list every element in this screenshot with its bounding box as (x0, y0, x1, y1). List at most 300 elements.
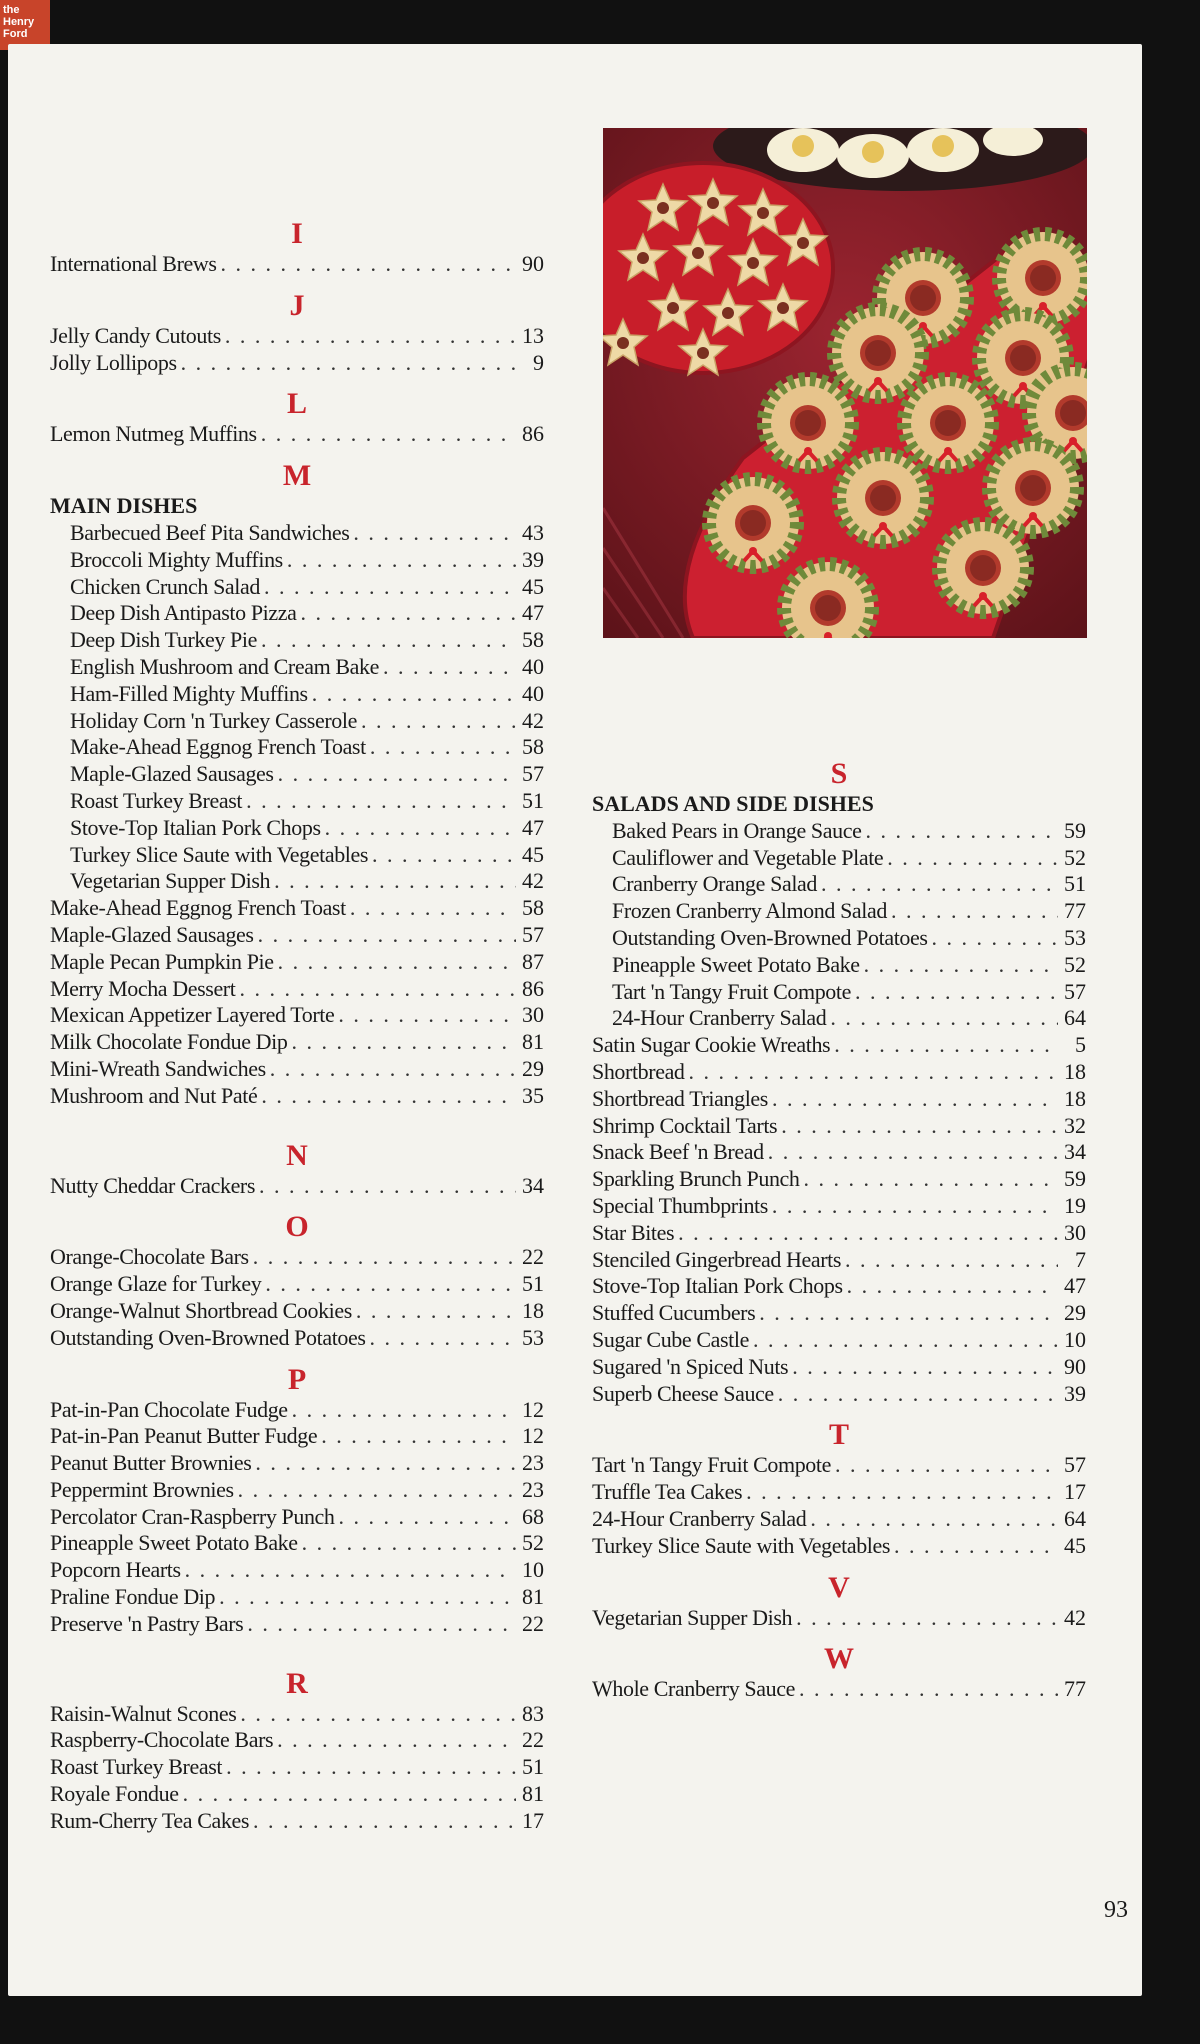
index-entry (592, 1327, 1086, 1354)
entry-page-number: 9 (533, 349, 544, 375)
entry-page-number: 52 (1064, 844, 1086, 870)
entry-page-number: 86 (522, 421, 544, 447)
entry-title: Whole Cranberry Sauce (592, 1676, 795, 1702)
entry-page-number: 40 (522, 653, 544, 679)
entry-title: Snack Beef 'n Bread (592, 1139, 764, 1165)
index-entry (50, 1504, 544, 1531)
entry-page-number: 42 (522, 868, 544, 894)
dot-leader (855, 979, 1058, 1006)
index-letter-s: S (830, 757, 848, 790)
entry-title: Orange-Walnut Shortbread Cookies (50, 1297, 352, 1323)
entry-page-number: 22 (522, 1610, 544, 1636)
entry-title: Truffle Tea Cakes (592, 1479, 743, 1505)
entry-page-number: 51 (1064, 871, 1086, 897)
entry-page-number: 42 (1064, 1604, 1086, 1630)
entry-page-number: 87 (522, 948, 544, 974)
entry-page-number: 58 (522, 627, 544, 653)
entry-page-number: 19 (1064, 1192, 1086, 1218)
entry-title: Merry Mocha Dessert (50, 975, 236, 1001)
page-number: 93 (1104, 1897, 1128, 1923)
entry-title: Roast Turkey Breast (70, 787, 243, 813)
dot-leader (287, 547, 516, 574)
entry-page-number: 59 (1064, 817, 1086, 843)
entry-title: English Mushroom and Cream Bake (70, 653, 379, 679)
entry-title: Maple-Glazed Sausages (70, 761, 274, 787)
entry-title: Outstanding Oven-Browned Potatoes (612, 924, 928, 950)
index-subentry (50, 842, 544, 869)
entry-page-number: 57 (522, 921, 544, 947)
entry-page-number: 86 (522, 975, 544, 1001)
dot-leader (350, 895, 516, 922)
dot-leader (277, 1727, 516, 1754)
dot-leader (278, 761, 516, 788)
entry-title: Mushroom and Nut Paté (50, 1082, 258, 1108)
entry-page-number: 58 (522, 734, 544, 760)
entry-title: Shortbread (592, 1058, 685, 1084)
entry-page-number: 7 (1075, 1246, 1086, 1272)
entry-title: Rum-Cherry Tea Cakes (50, 1807, 250, 1833)
index-subentry (592, 1005, 1086, 1032)
dot-leader (312, 681, 516, 708)
entry-page-number: 42 (522, 707, 544, 733)
index-entry (592, 1300, 1086, 1327)
entry-page-number: 10 (522, 1557, 544, 1583)
dot-leader (932, 925, 1058, 952)
entry-page-number: 34 (522, 1172, 544, 1198)
dot-leader (370, 1325, 516, 1352)
entry-page-number: 45 (522, 573, 544, 599)
entry-title: Milk Chocolate Fondue Dip (50, 1029, 288, 1055)
entry-title: 24-Hour Cranberry Salad (612, 1005, 827, 1031)
entry-page-number: 53 (522, 1324, 544, 1350)
entry-title: Make-Ahead Eggnog French Toast (70, 734, 366, 760)
index-entry (592, 1032, 1086, 1059)
index-entry (592, 1479, 1086, 1506)
entry-page-number: 23 (522, 1476, 544, 1502)
dot-leader (253, 1244, 516, 1271)
entry-page-number: 29 (1064, 1300, 1086, 1326)
index-entry (50, 251, 544, 278)
dot-leader (255, 1450, 516, 1477)
dot-leader (247, 1611, 516, 1638)
entry-title: Stuffed Cucumbers (592, 1300, 756, 1326)
index-entry (592, 1086, 1086, 1113)
entry-page-number: 83 (522, 1700, 544, 1726)
index-subentry (592, 979, 1086, 1006)
entry-title: Baked Pears in Orange Sauce (612, 817, 862, 843)
index-entry (50, 1244, 544, 1271)
entry-title: Pineapple Sweet Potato Bake (50, 1530, 298, 1556)
index-entry (50, 1173, 544, 1200)
entry-page-number: 5 (1075, 1032, 1086, 1058)
index-entry (50, 895, 544, 922)
entry-page-number: 90 (1064, 1353, 1086, 1379)
index-letter-o: O (285, 1210, 309, 1244)
dot-leader (799, 1676, 1058, 1703)
entry-page-number: 45 (1064, 1532, 1086, 1558)
entry-page-number: 18 (1064, 1058, 1086, 1084)
entry-title: 24-Hour Cranberry Salad (592, 1505, 807, 1531)
entry-title: Sugar Cube Castle (592, 1326, 749, 1352)
dot-leader (810, 1506, 1058, 1533)
entry-title: Cauliflower and Vegetable Plate (612, 844, 884, 870)
dot-leader (321, 1423, 516, 1450)
entry-page-number: 10 (1064, 1326, 1086, 1352)
entry-page-number: 81 (522, 1029, 544, 1055)
entry-page-number: 64 (1064, 1505, 1086, 1531)
logo-line-2: Henry (3, 16, 35, 28)
index-entry (50, 323, 544, 350)
dot-leader (219, 1584, 516, 1611)
index-letter-v: V (828, 1570, 850, 1604)
dot-leader (258, 922, 516, 949)
dot-leader (759, 1300, 1058, 1327)
index-subentry (592, 925, 1086, 952)
dot-leader (261, 627, 516, 654)
index-entry (50, 1271, 544, 1298)
index-entry (50, 1298, 544, 1325)
entry-title: Make-Ahead Eggnog French Toast (50, 895, 346, 921)
index-subentry (592, 818, 1086, 845)
index-entry (50, 1397, 544, 1424)
dot-leader (772, 1193, 1058, 1220)
entry-title: Orange Glaze for Turkey (50, 1271, 262, 1297)
entry-page-number: 51 (522, 787, 544, 813)
index-letter-l: L (286, 387, 307, 421)
entry-title: Preserve 'n Pastry Bars (50, 1610, 244, 1636)
dot-leader (887, 845, 1058, 872)
index-entry (592, 1354, 1086, 1381)
entry-title: Vegetarian Supper Dish (70, 868, 271, 894)
index-letter-t: T (828, 1418, 849, 1452)
index-subentry (50, 627, 544, 654)
entry-page-number: 39 (522, 546, 544, 572)
index-entry (50, 1056, 544, 1083)
dot-leader (240, 1701, 516, 1728)
entry-title: Star Bites (592, 1219, 675, 1245)
dot-leader (181, 350, 516, 377)
entry-title: Outstanding Oven-Browned Potatoes (50, 1324, 366, 1350)
logo-line-1: the (3, 4, 20, 16)
dot-leader (768, 1139, 1058, 1166)
index-entry (592, 1113, 1086, 1140)
entry-title: Special Thumbprints (592, 1192, 768, 1218)
entry-page-number: 57 (1064, 1452, 1086, 1478)
dot-leader (291, 1029, 516, 1056)
dot-leader (253, 1808, 516, 1835)
entry-page-number: 29 (522, 1055, 544, 1081)
dot-leader (239, 976, 516, 1003)
entry-title: International Brews (50, 251, 217, 276)
entry-title: Tart 'n Tangy Fruit Compote (592, 1452, 831, 1478)
entry-title: Pineapple Sweet Potato Bake (612, 951, 860, 977)
index-entry (592, 1193, 1086, 1220)
dot-leader (746, 1479, 1058, 1506)
dot-leader (225, 323, 516, 350)
entry-title: Sugared 'n Spiced Nuts (592, 1353, 789, 1379)
index-subentry (592, 898, 1086, 925)
entry-title: Ham-Filled Mighty Muffins (70, 680, 308, 706)
dot-leader (796, 1605, 1058, 1632)
dot-leader (246, 788, 516, 815)
index-entry (50, 1754, 544, 1781)
index-subentry (592, 952, 1086, 979)
dot-leader (274, 868, 516, 895)
index-entry (50, 976, 544, 1003)
entry-page-number: 81 (522, 1584, 544, 1610)
entry-title: Maple Pecan Pumpkin Pie (50, 948, 274, 974)
entry-page-number: 17 (522, 1807, 544, 1833)
index-subentry (50, 600, 544, 627)
index-entry (592, 1533, 1086, 1560)
entry-page-number: 22 (522, 1727, 544, 1753)
entry-page-number: 57 (522, 761, 544, 787)
index-subentry (592, 871, 1086, 898)
dot-leader (821, 871, 1058, 898)
entry-page-number: 13 (522, 322, 544, 348)
entry-page-number: 68 (522, 1503, 544, 1529)
entry-title: Broccoli Mighty Muffins (70, 546, 283, 572)
index-entry (50, 1002, 544, 1029)
index-entry (592, 1059, 1086, 1086)
entry-page-number: 23 (522, 1450, 544, 1476)
entry-page-number: 39 (1064, 1380, 1086, 1406)
entry-title: Superb Cheese Sauce (592, 1380, 774, 1406)
dot-leader (300, 600, 516, 627)
index-category-heading: SALADS AND SIDE DISHES (592, 791, 874, 816)
dot-leader (265, 1271, 516, 1298)
entry-title: Royale Fondue (50, 1781, 179, 1807)
index-subentry (50, 708, 544, 735)
index-entry (50, 922, 544, 949)
entry-title: Deep Dish Antipasto Pizza (70, 600, 297, 626)
index-entry (592, 1139, 1086, 1166)
dot-leader (226, 1754, 516, 1781)
dot-leader (185, 1557, 516, 1584)
index-letter-n: N (286, 1138, 308, 1172)
dot-leader (353, 520, 516, 547)
dot-leader (278, 949, 516, 976)
dot-leader (259, 1173, 516, 1200)
dot-leader (183, 1781, 516, 1808)
entry-page-number: 90 (522, 251, 544, 276)
entry-title: Lemon Nutmeg Muffins (50, 421, 257, 447)
entry-title: Deep Dish Turkey Pie (70, 627, 257, 653)
index-entry (592, 1676, 1086, 1703)
index-entry (50, 1423, 544, 1450)
dot-leader (338, 1002, 516, 1029)
entry-page-number: 81 (522, 1781, 544, 1807)
index-subentry (50, 788, 544, 815)
dot-leader (689, 1059, 1058, 1086)
dot-leader (292, 1397, 516, 1424)
entry-page-number: 52 (1064, 951, 1086, 977)
entry-title: Stenciled Gingerbread Hearts (592, 1246, 842, 1272)
index-entry (50, 1325, 544, 1352)
entry-page-number: 77 (1064, 1676, 1086, 1702)
index-entry (592, 1220, 1086, 1247)
entry-title: Vegetarian Supper Dish (592, 1604, 793, 1630)
dot-leader (792, 1354, 1058, 1381)
dot-leader (356, 1298, 516, 1325)
logo-line-3: Ford (3, 28, 28, 40)
entry-page-number: 12 (522, 1423, 544, 1449)
entry-page-number: 58 (522, 895, 544, 921)
dot-leader (830, 1005, 1058, 1032)
entry-title: Satin Sugar Cookie Wreaths (592, 1032, 831, 1058)
index-entry (50, 1727, 544, 1754)
dot-leader (370, 734, 516, 761)
entry-page-number: 51 (522, 1271, 544, 1297)
entry-title: Shortbread Triangles (592, 1085, 768, 1111)
dot-leader (361, 708, 516, 735)
entry-title: Tart 'n Tangy Fruit Compote (612, 978, 851, 1004)
index-spacer (50, 1110, 544, 1128)
index-subentry (592, 845, 1086, 872)
index-entry (592, 1247, 1086, 1274)
entry-title: Stove-Top Italian Pork Chops (70, 814, 321, 840)
index-spacer (50, 1638, 544, 1656)
index-entry (50, 1477, 544, 1504)
index-subentry (50, 681, 544, 708)
entry-title: Stove-Top Italian Pork Chops (592, 1273, 843, 1299)
henry-ford-logo (0, 0, 50, 50)
index-entry (592, 1166, 1086, 1193)
entry-page-number: 47 (522, 814, 544, 840)
dot-leader (891, 898, 1058, 925)
index-column-left (50, 176, 544, 1835)
entry-page-number: 64 (1064, 1005, 1086, 1031)
dot-leader (804, 1166, 1058, 1193)
entry-title: Pat-in-Pan Chocolate Fudge (50, 1396, 288, 1422)
entry-title: Raisin-Walnut Scones (50, 1700, 237, 1726)
entry-title: Turkey Slice Saute with Vegetables (70, 841, 369, 867)
dot-leader (865, 818, 1058, 845)
dot-leader (261, 421, 516, 448)
dot-leader (845, 1247, 1058, 1274)
dot-leader (894, 1533, 1058, 1560)
dot-leader (834, 1032, 1058, 1059)
entry-page-number: 57 (1064, 978, 1086, 1004)
index-entry (50, 1029, 544, 1056)
dot-leader (781, 1113, 1058, 1140)
entry-title: Orange-Chocolate Bars (50, 1244, 249, 1270)
index-entry (50, 1701, 544, 1728)
entry-title: Peppermint Brownies (50, 1476, 234, 1502)
index-subentry (50, 761, 544, 788)
entry-page-number: 51 (522, 1754, 544, 1780)
index-column-right (592, 716, 1086, 1703)
entry-page-number: 32 (1064, 1112, 1086, 1138)
entry-title: Nutty Cheddar Crackers (50, 1172, 256, 1198)
entry-title: Pat-in-Pan Peanut Butter Fudge (50, 1423, 318, 1449)
index-subentry (50, 520, 544, 547)
index-entry (50, 1450, 544, 1477)
dot-leader (302, 1530, 516, 1557)
index-letter-i: I (291, 217, 303, 250)
index-entry (592, 1605, 1086, 1632)
index-entry (50, 949, 544, 976)
dot-leader (325, 815, 516, 842)
index-letter-m: M (282, 459, 312, 493)
index-entry (592, 1273, 1086, 1300)
entry-page-number: 77 (1064, 898, 1086, 924)
entry-page-number: 18 (522, 1297, 544, 1323)
dot-leader (383, 654, 516, 681)
entry-title: Maple-Glazed Sausages (50, 921, 254, 947)
entry-title: Jolly Lollipops (50, 349, 177, 375)
dot-leader (372, 842, 516, 869)
index-entry (50, 1611, 544, 1638)
dot-leader (221, 251, 516, 278)
entry-title: Percolator Cran-Raspberry Punch (50, 1503, 335, 1529)
entry-page-number: 30 (1064, 1219, 1086, 1245)
entry-title: Chicken Crunch Salad (70, 573, 260, 599)
index-subentry (50, 734, 544, 761)
entry-title: Raspberry-Chocolate Bars (50, 1727, 274, 1753)
index-letter-w: W (824, 1642, 854, 1676)
entry-page-number: 35 (522, 1082, 544, 1108)
entry-title: Holiday Corn 'n Turkey Casserole (70, 707, 357, 733)
entry-title: Shrimp Cocktail Tarts (592, 1112, 778, 1138)
dot-leader (270, 1056, 516, 1083)
entry-page-number: 43 (522, 519, 544, 545)
entry-title: Cranberry Orange Salad (612, 871, 818, 897)
dot-leader (339, 1504, 516, 1531)
index-entry (50, 350, 544, 377)
dot-leader (835, 1452, 1058, 1479)
food-photo (603, 128, 1087, 638)
entry-page-number: 47 (1064, 1273, 1086, 1299)
index-letter-j: J (289, 288, 305, 322)
entry-title: Roast Turkey Breast (50, 1754, 223, 1780)
dot-leader (238, 1477, 516, 1504)
entry-title: Peanut Butter Brownies (50, 1450, 252, 1476)
entry-page-number: 22 (522, 1244, 544, 1270)
index-subentry (50, 574, 544, 601)
entry-title: Sparkling Brunch Punch (592, 1166, 800, 1192)
index-entry (50, 1584, 544, 1611)
entry-title: Frozen Cranberry Almond Salad (612, 898, 887, 924)
entry-page-number: 59 (1064, 1166, 1086, 1192)
entry-page-number: 52 (522, 1530, 544, 1556)
entry-page-number: 53 (1064, 924, 1086, 950)
index-entry (50, 1808, 544, 1835)
entry-title: Mexican Appetizer Layered Torte (50, 1002, 335, 1028)
index-category-heading: MAIN DISHES (50, 493, 198, 519)
dot-leader (261, 1083, 516, 1110)
entry-page-number: 30 (522, 1002, 544, 1028)
entry-page-number: 17 (1064, 1479, 1086, 1505)
index-entry (50, 1557, 544, 1584)
dot-leader (678, 1220, 1058, 1247)
entry-page-number: 45 (522, 841, 544, 867)
dot-leader (778, 1381, 1058, 1408)
index-subentry (50, 815, 544, 842)
index-letter-p: P (287, 1362, 307, 1396)
entry-page-number: 18 (1064, 1085, 1086, 1111)
dot-leader (864, 952, 1058, 979)
entry-title: Mini-Wreath Sandwiches (50, 1055, 266, 1081)
dot-leader (264, 574, 516, 601)
entry-title: Praline Fondue Dip (50, 1584, 216, 1610)
entry-title: Turkey Slice Saute with Vegetables (592, 1532, 891, 1558)
entry-page-number: 40 (522, 680, 544, 706)
entry-page-number: 34 (1064, 1139, 1086, 1165)
dot-leader (772, 1086, 1058, 1113)
entry-title: Jelly Candy Cutouts (50, 322, 221, 348)
index-entry (592, 1506, 1086, 1533)
